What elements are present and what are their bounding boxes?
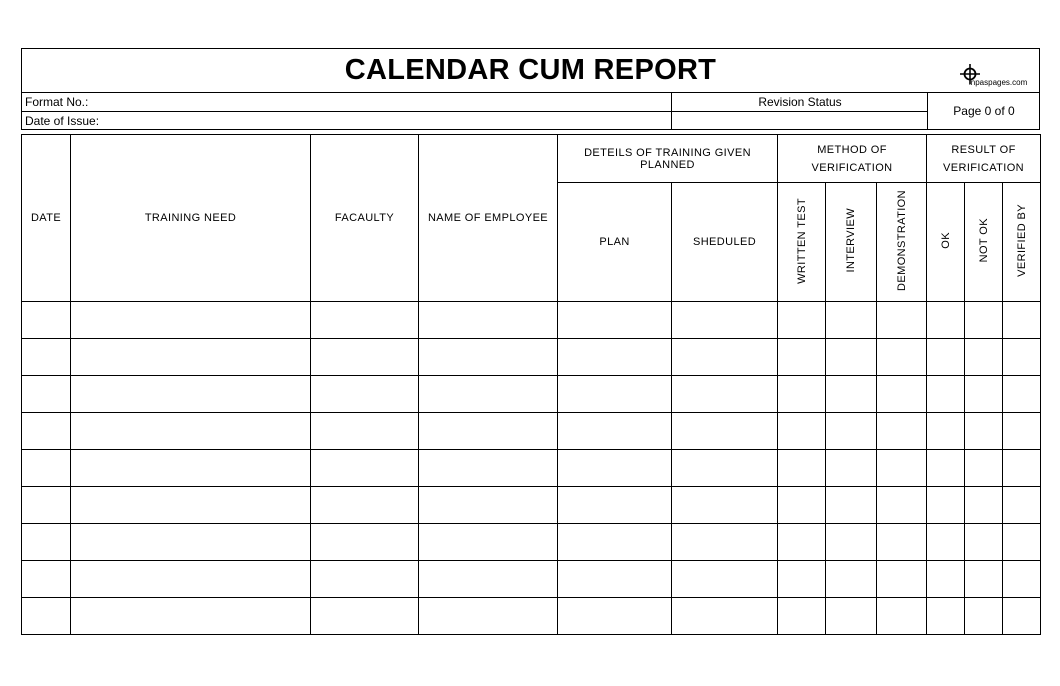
table-cell[interactable] [778, 450, 826, 487]
table-cell[interactable] [1003, 376, 1041, 413]
table-cell[interactable] [927, 302, 965, 339]
table-cell[interactable] [826, 339, 877, 376]
group-header-result [927, 135, 1041, 183]
logo-text: inpaspages.com [969, 78, 1028, 87]
revision-status-label: Revision Status [758, 95, 842, 109]
table-row [22, 302, 1041, 339]
table-cell[interactable] [778, 302, 826, 339]
table-cell[interactable] [965, 339, 1003, 376]
table-cell[interactable] [71, 598, 311, 635]
table-cell[interactable] [22, 561, 71, 598]
table-cell[interactable] [877, 413, 927, 450]
col-header-not-ok [965, 183, 1003, 302]
table-cell[interactable] [419, 376, 558, 413]
table-cell[interactable] [558, 413, 672, 450]
table-cell[interactable] [877, 339, 927, 376]
date-of-issue-label: Date of Issue: [25, 114, 100, 128]
header-divider [927, 92, 928, 130]
table-cell[interactable] [778, 561, 826, 598]
table-cell[interactable] [965, 413, 1003, 450]
col-header-date: DATE [22, 135, 71, 302]
table-cell[interactable] [826, 487, 877, 524]
table-cell[interactable] [22, 524, 71, 561]
table-cell[interactable] [71, 524, 311, 561]
table-row [22, 598, 1041, 635]
table-cell[interactable] [877, 524, 927, 561]
table-cell[interactable] [22, 598, 71, 635]
table-row [22, 450, 1041, 487]
table-cell[interactable] [1003, 413, 1041, 450]
table-cell[interactable] [311, 598, 419, 635]
group-header-method [778, 135, 927, 183]
col-header-scheduled: SHEDULED [672, 183, 778, 302]
ok-label: OK [939, 232, 952, 249]
table-cell[interactable] [558, 376, 672, 413]
table-cell[interactable] [672, 524, 778, 561]
table-cell[interactable] [419, 598, 558, 635]
calendar-report-table [21, 134, 1041, 635]
result-line-1: RESULT OF [951, 143, 1016, 156]
table-cell[interactable] [672, 339, 778, 376]
table-cell[interactable] [927, 376, 965, 413]
table-cell[interactable] [672, 487, 778, 524]
table-cell[interactable] [927, 561, 965, 598]
table-cell[interactable] [419, 413, 558, 450]
table-cell[interactable] [71, 339, 311, 376]
table-cell[interactable] [311, 487, 419, 524]
header-divider [671, 92, 672, 130]
table-cell[interactable] [311, 376, 419, 413]
table-cell[interactable] [965, 302, 1003, 339]
table-cell[interactable] [877, 487, 927, 524]
table-cell[interactable] [419, 450, 558, 487]
table-cell[interactable] [778, 524, 826, 561]
table-cell[interactable] [927, 524, 965, 561]
col-header-plan: PLAN [558, 183, 672, 302]
table-cell[interactable] [672, 376, 778, 413]
page-number-label: Page 0 of 0 [953, 104, 1015, 118]
table-cell[interactable] [71, 302, 311, 339]
table-cell[interactable] [927, 487, 965, 524]
table-cell[interactable] [826, 524, 877, 561]
table-cell[interactable] [558, 339, 672, 376]
table-cell[interactable] [558, 487, 672, 524]
table-cell[interactable] [71, 487, 311, 524]
table-cell[interactable] [1003, 487, 1041, 524]
table-body [22, 302, 1041, 635]
table-cell[interactable] [558, 524, 672, 561]
table-cell[interactable] [877, 450, 927, 487]
report-header [21, 48, 1040, 130]
not-ok-label: NOT OK [977, 218, 990, 263]
table-cell[interactable] [778, 487, 826, 524]
table-cell[interactable] [1003, 561, 1041, 598]
table-cell[interactable] [778, 598, 826, 635]
table-cell[interactable] [826, 450, 877, 487]
table-row [22, 376, 1041, 413]
table-cell[interactable] [558, 598, 672, 635]
site-logo [957, 63, 1029, 89]
method-line-1: METHOD OF [817, 143, 887, 156]
interview-label: INTERVIEW [845, 208, 858, 273]
table-cell[interactable] [927, 339, 965, 376]
table-cell[interactable] [311, 450, 419, 487]
table-cell[interactable] [826, 413, 877, 450]
table-cell[interactable] [1003, 450, 1041, 487]
table-cell[interactable] [1003, 339, 1041, 376]
title-row [22, 49, 1039, 93]
col-header-ok [927, 183, 965, 302]
table-cell[interactable] [419, 487, 558, 524]
method-line-2: VERIFICATION [811, 161, 893, 174]
table-cell[interactable] [558, 450, 672, 487]
table-cell[interactable] [311, 302, 419, 339]
table-cell[interactable] [672, 598, 778, 635]
table-cell[interactable] [22, 450, 71, 487]
table-cell[interactable] [826, 598, 877, 635]
table-cell[interactable] [672, 450, 778, 487]
table-cell[interactable] [965, 598, 1003, 635]
table-cell[interactable] [965, 561, 1003, 598]
table-cell[interactable] [778, 413, 826, 450]
group-header-training-details: DETEILS OF TRAINING GIVEN PLANNED [558, 135, 778, 183]
table-cell[interactable] [311, 561, 419, 598]
table-cell[interactable] [22, 339, 71, 376]
format-no-label: Format No.: [25, 95, 89, 109]
table-cell[interactable] [826, 376, 877, 413]
table-cell[interactable] [419, 524, 558, 561]
table-cell[interactable] [311, 524, 419, 561]
table-cell[interactable] [965, 487, 1003, 524]
table-cell[interactable] [419, 302, 558, 339]
table-cell[interactable] [672, 413, 778, 450]
table-cell[interactable] [927, 598, 965, 635]
table-cell[interactable] [1003, 598, 1041, 635]
table-cell[interactable] [826, 561, 877, 598]
col-header-employee: NAME OF EMPLOYEE [419, 135, 558, 302]
col-header-verified-by [1003, 183, 1041, 302]
verified-by-label: VERIFIED BY [1015, 204, 1028, 277]
table-row [22, 339, 1041, 376]
table-cell[interactable] [22, 302, 71, 339]
table-cell[interactable] [558, 302, 672, 339]
table-cell[interactable] [71, 561, 311, 598]
col-header-interview [826, 183, 877, 302]
col-header-written-test [778, 183, 826, 302]
written-test-label: WRITTEN TEST [795, 197, 808, 284]
table-cell[interactable] [71, 413, 311, 450]
table-cell[interactable] [22, 487, 71, 524]
report-title: CALENDAR CUM REPORT [344, 54, 717, 86]
table-cell[interactable] [877, 302, 927, 339]
table-cell[interactable] [965, 524, 1003, 561]
col-header-faculty: FACAULTY [311, 135, 419, 302]
table-cell[interactable] [1003, 302, 1041, 339]
table-cell[interactable] [419, 561, 558, 598]
demonstration-label: DEMONSTRATION [895, 190, 908, 291]
table-cell[interactable] [877, 376, 927, 413]
table-cell[interactable] [419, 339, 558, 376]
table-cell[interactable] [778, 339, 826, 376]
table-cell[interactable] [826, 302, 877, 339]
table-cell[interactable] [877, 598, 927, 635]
table-row [22, 561, 1041, 598]
table-cell[interactable] [71, 450, 311, 487]
table-cell[interactable] [22, 413, 71, 450]
col-header-demonstration [877, 183, 927, 302]
table-cell[interactable] [877, 561, 927, 598]
table-cell[interactable] [22, 376, 71, 413]
header-divider [22, 111, 928, 112]
table-cell[interactable] [927, 413, 965, 450]
table-cell[interactable] [71, 376, 311, 413]
table-cell[interactable] [311, 413, 419, 450]
table-cell[interactable] [1003, 524, 1041, 561]
table-cell[interactable] [778, 376, 826, 413]
table-row [22, 413, 1041, 450]
table-cell[interactable] [672, 561, 778, 598]
table-cell[interactable] [558, 561, 672, 598]
table-row [22, 524, 1041, 561]
result-line-2: VERIFICATION [943, 161, 1025, 174]
table-cell[interactable] [311, 339, 419, 376]
table-cell[interactable] [965, 376, 1003, 413]
table-row [22, 487, 1041, 524]
col-header-training-need: TRAINING NEED [71, 135, 311, 302]
table-cell[interactable] [927, 450, 965, 487]
table-cell[interactable] [965, 450, 1003, 487]
table-cell[interactable] [672, 302, 778, 339]
